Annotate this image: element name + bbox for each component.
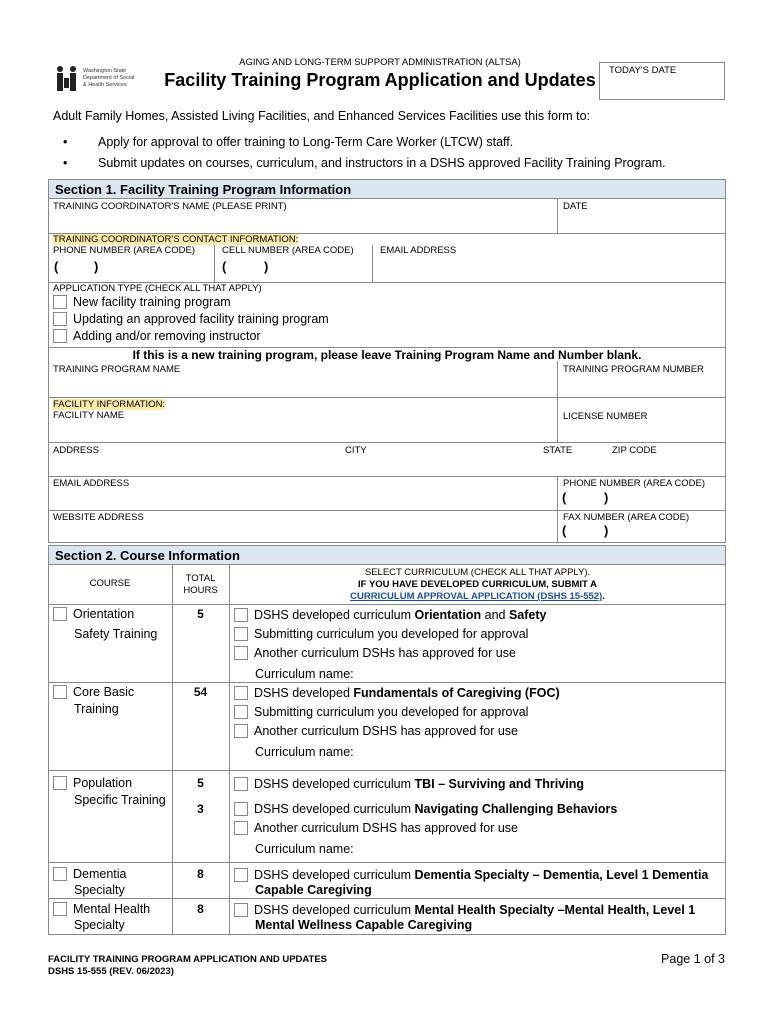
bullet-icon: • <box>63 135 68 149</box>
option-label: Another curriculum DSHs has approved for use <box>254 646 516 660</box>
col-hours-1: TOTAL <box>185 573 216 584</box>
paren-open: ( <box>562 523 567 538</box>
checkbox[interactable] <box>234 705 248 719</box>
page-number: Page 1 of 3 <box>661 952 725 966</box>
program-name-field[interactable] <box>49 376 555 396</box>
license-field[interactable] <box>559 421 725 441</box>
orientation-hours: 5 <box>197 607 204 621</box>
orientation-opt1[interactable] <box>234 608 547 622</box>
dshs-logo <box>53 64 143 98</box>
paren-close: ) <box>604 490 609 505</box>
city-label: CITY <box>345 445 367 456</box>
instructor-checkbox[interactable] <box>53 329 67 343</box>
course-label: Core Basic <box>73 685 135 699</box>
population-opt1[interactable] <box>234 777 584 791</box>
paren-close: ) <box>604 523 609 538</box>
bullet-icon: • <box>63 156 68 170</box>
core-hours: 54 <box>193 685 208 699</box>
dementia-hours: 8 <box>197 867 204 881</box>
checkbox[interactable] <box>234 686 248 700</box>
facility-phone-label: PHONE NUMBER (AREA CODE) <box>563 478 705 489</box>
intro-text: Adult Family Homes, Assisted Living Facilities, and Enhanced Services Facilities use this form to: <box>53 109 591 123</box>
address-label: ADDRESS <box>53 445 99 456</box>
zip-field[interactable] <box>609 456 725 475</box>
dementia-opt[interactable] <box>234 868 708 882</box>
website-field[interactable] <box>49 523 555 542</box>
cell-field[interactable] <box>215 257 371 281</box>
email-label: EMAIL ADDRESS <box>380 245 457 256</box>
date-label: DATE <box>563 201 588 212</box>
facility-name-field[interactable] <box>49 421 555 441</box>
facility-phone-field[interactable] <box>559 490 725 509</box>
application-type-label: APPLICATION TYPE (CHECK ALL THAT APPLY) <box>53 283 262 294</box>
curriculum-name-label: Curriculum name: <box>255 667 354 681</box>
checkbox[interactable] <box>234 627 248 641</box>
option-label-2: Mental Wellness Capable Caregiving <box>255 918 473 932</box>
divider <box>557 476 558 543</box>
app-type-label: New facility training program <box>73 295 231 309</box>
option-label <box>254 868 708 882</box>
website-label: WEBSITE ADDRESS <box>53 512 144 523</box>
core-checkbox[interactable] <box>53 685 67 699</box>
core-course[interactable] <box>53 685 134 699</box>
coordinator-name-field[interactable] <box>49 212 555 232</box>
intro-bullet-1 <box>63 135 514 149</box>
divider <box>557 361 558 397</box>
contact-info-label: TRAINING COORDINATOR'S CONTACT INFORMATION: <box>53 234 299 245</box>
population-opt3[interactable] <box>234 821 518 835</box>
divider <box>557 199 558 233</box>
program-number-field[interactable] <box>559 376 725 396</box>
course-label-2: Specialty <box>74 883 125 897</box>
paren-close: ) <box>94 259 99 274</box>
text: DSHS developed curriculum <box>254 608 415 622</box>
intro-bullet-2 <box>63 156 666 170</box>
text: and <box>481 608 509 622</box>
todays-date-label: TODAY'S DATE <box>609 65 677 76</box>
core-opt1[interactable] <box>234 686 560 700</box>
col-curriculum-3 <box>229 591 726 602</box>
checkbox[interactable] <box>234 868 248 882</box>
zip-label: ZIP CODE <box>612 445 657 456</box>
population-opt2[interactable] <box>234 802 617 816</box>
option-label: Submitting curriculum you developed for approval <box>254 627 529 641</box>
text: DSHS developed curriculum <box>254 903 415 917</box>
program-name-label: TRAINING PROGRAM NAME <box>53 364 181 375</box>
city-field[interactable] <box>341 456 539 475</box>
app-type-label: Updating an approved facility training program <box>73 312 329 326</box>
intro-bullet-text: Apply for approval to offer training to Long-Term Care Worker (LTCW) staff. <box>98 135 514 149</box>
option-label <box>254 802 617 816</box>
curriculum-name-label: Curriculum name: <box>255 745 354 759</box>
form-title: Facility Training Program Application and Updates <box>164 70 596 90</box>
state-field[interactable] <box>541 456 607 475</box>
period: . <box>602 591 605 602</box>
app-type-new[interactable] <box>53 295 231 309</box>
course-label-2: Training <box>74 702 119 716</box>
text: TBI – Surviving and Thriving <box>414 777 584 791</box>
facility-name-label: FACILITY NAME <box>53 410 125 421</box>
option-label <box>254 686 560 700</box>
divider <box>557 397 558 442</box>
checkbox[interactable] <box>234 777 248 791</box>
course-label: Orientation <box>73 607 135 621</box>
logo-text: Washington State Department of Social & Health Services <box>83 68 135 88</box>
option-label-2: Capable Caregiving <box>255 883 372 897</box>
facility-email-label: EMAIL ADDRESS <box>53 478 130 489</box>
intro-bullet-text: Submit updates on courses, curriculum, and instructors in a DSHS approved Facility Training Program. <box>98 156 666 170</box>
orientation-opt2[interactable] <box>234 627 528 641</box>
text: Orientation <box>414 608 482 622</box>
curriculum-approval-link[interactable]: CURRICULUM APPROVAL APPLICATION (DSHS 15-552) <box>350 591 603 602</box>
text: DSHS developed <box>254 686 354 700</box>
course-label-2: Safety Training <box>74 627 158 641</box>
email-field[interactable] <box>373 257 725 281</box>
course-label-2: Specialty <box>74 918 125 932</box>
course-label-2: Specific Training <box>74 793 166 807</box>
paren-close: ) <box>264 259 269 274</box>
population-hours-1: 5 <box>197 776 204 790</box>
app-type-instructor[interactable] <box>53 329 261 343</box>
mental-checkbox[interactable] <box>53 902 67 916</box>
col-curriculum-2: IF YOU HAVE DEVELOPED CURRICULUM, SUBMIT A <box>358 579 597 590</box>
checkbox[interactable] <box>234 724 248 738</box>
text: DSHS developed curriculum <box>254 802 415 816</box>
population-hours-2: 3 <box>197 802 204 816</box>
coordinator-name-label: TRAINING COORDINATOR'S NAME (PLEASE PRINT) <box>53 201 287 212</box>
option-label <box>254 777 584 791</box>
option-label <box>254 608 547 622</box>
state-label: STATE <box>543 445 573 456</box>
text: Fundamentals of Caregiving (FOC) <box>353 686 560 700</box>
col-hours-2: HOURS <box>183 585 218 596</box>
fax-field[interactable] <box>559 523 725 542</box>
core-opt3[interactable] <box>234 724 518 738</box>
option-label: Submitting curriculum you developed for approval <box>254 705 529 719</box>
dementia-course[interactable] <box>53 867 127 881</box>
address-field[interactable] <box>49 456 339 475</box>
mental-course[interactable] <box>53 902 150 916</box>
footer-form-number: DSHS 15-555 (REV. 06/2023) <box>48 966 174 977</box>
text: Safety <box>508 608 547 622</box>
option-label: Another curriculum DSHS has approved for use <box>254 821 519 835</box>
phone-field[interactable] <box>49 257 213 281</box>
agency-name: AGING AND LONG-TERM SUPPORT ADMINISTRATION (ALTSA) <box>239 57 521 68</box>
curriculum-name-label: Curriculum name: <box>255 842 354 856</box>
new-program-note: If this is a new training program, please leave Training Program Name and Number blank. <box>132 348 642 362</box>
course-label: Population <box>73 776 133 790</box>
phone-label: PHONE NUMBER (AREA CODE) <box>53 245 195 256</box>
checkbox[interactable] <box>234 646 248 660</box>
cell-label: CELL NUMBER (AREA CODE) <box>222 245 354 256</box>
text: Mental Health Specialty –Mental Health, Level 1 <box>414 903 696 917</box>
program-number-label: TRAINING PROGRAM NUMBER <box>563 364 704 375</box>
core-opt2[interactable] <box>234 705 528 719</box>
section2-title: Section 2. Course Information <box>48 545 726 565</box>
population-checkbox[interactable] <box>53 776 67 790</box>
section1-title: Section 1. Facility Training Program Information <box>48 179 726 199</box>
checkbox[interactable] <box>234 802 248 816</box>
checkbox[interactable] <box>234 903 248 917</box>
facility-info-label: FACILITY INFORMATION: <box>53 399 166 410</box>
orientation-opt3[interactable] <box>234 646 516 660</box>
option-label: Another curriculum DSHS has approved for use <box>254 724 519 738</box>
paren-open: ( <box>222 259 227 274</box>
update-program-checkbox[interactable] <box>53 312 67 326</box>
dementia-checkbox[interactable] <box>53 867 67 881</box>
option-label <box>254 903 695 917</box>
paren-open: ( <box>562 490 567 505</box>
text: Dementia Specialty – Dementia, Level 1 Dementia <box>414 868 709 882</box>
col-curriculum-1: SELECT CURRICULUM (CHECK ALL THAT APPLY). <box>364 567 591 578</box>
mental-hours: 8 <box>197 902 204 916</box>
orientation-checkbox[interactable] <box>53 607 67 621</box>
text: DSHS developed curriculum <box>254 777 415 791</box>
text: Navigating Challenging Behaviors <box>414 802 618 816</box>
todays-date-box[interactable] <box>599 62 725 100</box>
population-course[interactable] <box>53 776 132 790</box>
footer-title: FACILITY TRAINING PROGRAM APPLICATION AND UPDATES <box>48 954 328 965</box>
checkbox[interactable] <box>234 608 248 622</box>
text: DSHS developed curriculum <box>254 868 415 882</box>
checkbox[interactable] <box>234 821 248 835</box>
course-label: Dementia <box>73 867 127 881</box>
date-field[interactable] <box>559 212 725 232</box>
orientation-course[interactable] <box>53 607 134 621</box>
app-type-update[interactable] <box>53 312 329 326</box>
app-type-label: Adding and/or removing instructor <box>73 329 261 343</box>
col-course: COURSE <box>89 578 131 589</box>
fax-label: FAX NUMBER (AREA CODE) <box>563 512 690 523</box>
mental-opt[interactable] <box>234 903 695 917</box>
new-program-checkbox[interactable] <box>53 295 67 309</box>
family-logo-icon <box>53 64 81 96</box>
facility-email-field[interactable] <box>49 490 555 509</box>
license-label: LICENSE NUMBER <box>563 411 648 422</box>
paren-open: ( <box>54 259 59 274</box>
course-label: Mental Health <box>73 902 151 916</box>
